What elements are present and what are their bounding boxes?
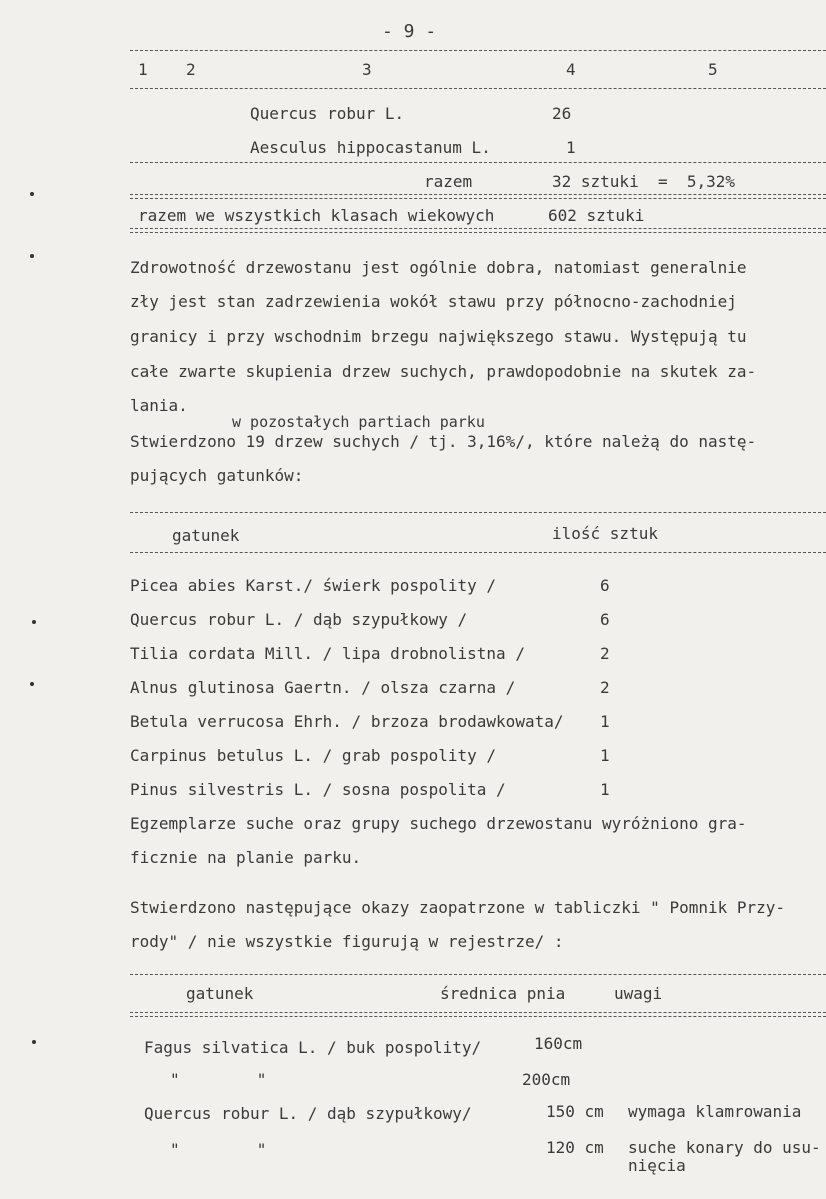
tree-count: 26 <box>552 104 572 123</box>
trunk-diameter: 200cm <box>522 1070 571 1089</box>
paragraph-line: ficznie na planie parku. <box>130 848 362 867</box>
handwritten-insertion: w pozostałych partiach parku <box>232 413 485 431</box>
paragraph-line: Stwierdzono następujące okazy zaopatrzone w tabliczki " Pomnik Przy- <box>130 898 786 917</box>
punch-mark <box>30 682 34 686</box>
paragraph-line: lania. <box>130 396 188 415</box>
trunk-diameter: 150 cm <box>546 1102 604 1121</box>
table-rule <box>130 50 826 51</box>
species-name: Pinus silvestris L. / sosna pospolita / <box>130 780 506 799</box>
trunk-diameter: 160cm <box>534 1034 583 1053</box>
tree-count: 1 <box>600 712 610 731</box>
table-double-rule <box>130 228 826 233</box>
column-header: 3 <box>362 60 372 79</box>
species-name: Quercus robur L. / dąb szypułkowy / <box>130 610 468 629</box>
tree-count: 1 <box>600 780 610 799</box>
monument-note: wymaga klamrowania <box>628 1102 802 1121</box>
total-value: 32 sztuki = 5,32% <box>552 172 736 191</box>
punch-mark <box>30 192 34 196</box>
column-header: 1 <box>138 60 148 79</box>
tree-count: 2 <box>600 644 610 663</box>
paragraph-line: rody" / nie wszystkie figurują w rejestrze/ : <box>130 932 564 951</box>
trunk-diameter: 120 cm <box>546 1138 604 1157</box>
table-rule <box>130 552 826 553</box>
ditto-mark: " " <box>170 1140 267 1159</box>
paragraph-line: granicy i przy wschodnim brzegu największego stawu. Występują tu <box>130 327 747 346</box>
column-header: gatunek <box>186 984 254 1003</box>
ditto-mark: " " <box>170 1070 267 1089</box>
table-rule <box>130 162 826 163</box>
column-header: gatunek <box>172 526 240 545</box>
species-name: Carpinus betulus L. / grab pospolity / <box>130 746 497 765</box>
tree-count: 2 <box>600 678 610 697</box>
species-name: Tilia cordata Mill. / lipa drobnolistna / <box>130 644 525 663</box>
species-name: Aesculus hippocastanum L. <box>250 138 491 157</box>
species-name: Picea abies Karst./ świerk pospolity / <box>130 576 497 595</box>
column-header: 5 <box>708 60 718 79</box>
column-header: uwagi <box>614 984 663 1003</box>
grand-total-value: 602 sztuki <box>548 206 645 225</box>
table-double-rule <box>130 1012 826 1017</box>
table-rule <box>130 88 826 89</box>
tree-count: 1 <box>566 138 576 157</box>
column-header: 4 <box>566 60 576 79</box>
table-rule <box>130 512 826 513</box>
paragraph-line: Egzemplarze suche oraz grupy suchego drzewostanu wyróżniono gra- <box>130 814 747 833</box>
species-name: Alnus glutinosa Gaertn. / olsza czarna / <box>130 678 516 697</box>
column-header: ilość sztuk <box>552 524 658 543</box>
grand-total-label: razem we wszystkich klasach wiekowych <box>138 206 495 225</box>
species-name: Betula verrucosa Ehrh. / brzoza brodawkowata/ <box>130 712 564 731</box>
tree-count: 1 <box>600 746 610 765</box>
monument-note: nięcia <box>628 1156 686 1175</box>
paragraph-line: pujących gatunków: <box>130 466 304 485</box>
total-label: razem <box>424 172 473 191</box>
tree-count: 6 <box>600 610 610 629</box>
species-name: Quercus robur L. / dąb szypułkowy/ <box>144 1104 472 1123</box>
species-name: Fagus silvatica L. / buk pospolity/ <box>144 1038 482 1057</box>
paragraph-line: całe zwarte skupienia drzew suchych, prawdopodobnie na skutek za- <box>130 362 757 381</box>
tree-count: 6 <box>600 576 610 595</box>
monument-note: suche konary do usu- <box>628 1138 821 1157</box>
paragraph-line: Zdrowotność drzewostanu jest ogólnie dobra, natomiast generalnie <box>130 258 747 277</box>
species-name: Quercus robur L. <box>250 104 405 123</box>
page-number: - 9 - <box>382 21 437 42</box>
punch-mark <box>30 254 34 258</box>
paragraph-line: Stwierdzono 19 drzew suchych / tj. 3,16%/, które należą do nastę- <box>130 432 757 451</box>
column-header: 2 <box>186 60 196 79</box>
punch-mark <box>32 1040 36 1044</box>
table-rule <box>130 974 826 975</box>
paragraph-line: zły jest stan zadrzewienia wokół stawu przy północno-zachodniej <box>130 292 737 311</box>
punch-mark <box>32 620 36 624</box>
column-header: średnica pnia <box>440 984 566 1003</box>
table-double-rule <box>130 194 826 199</box>
